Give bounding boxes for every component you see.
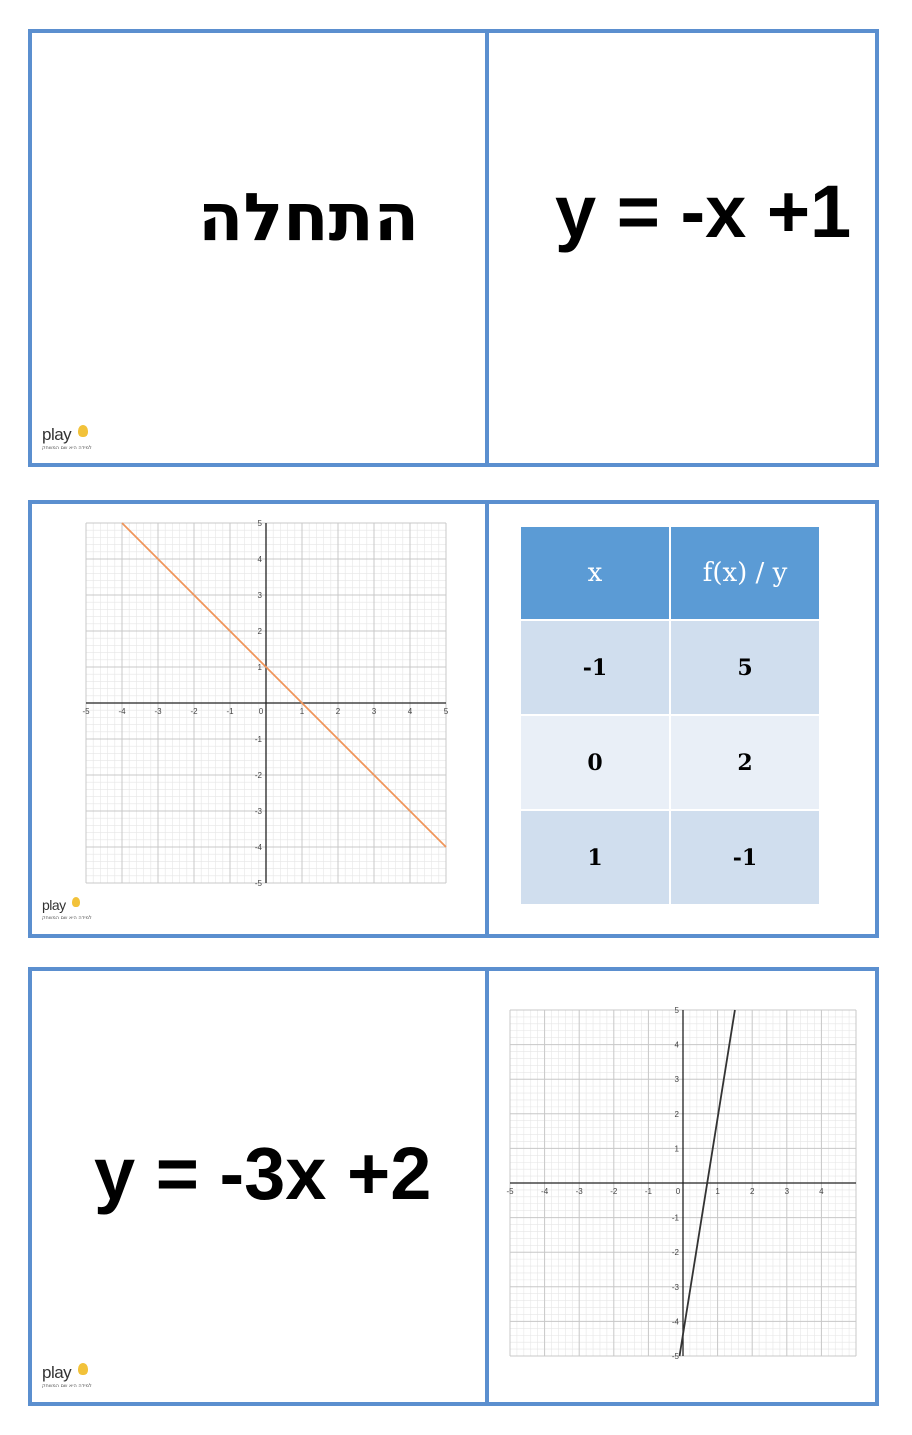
- cell-y: -1: [670, 810, 820, 905]
- y-tick-label: -3: [671, 1282, 679, 1292]
- logo: [42, 425, 92, 451]
- equation-1: y = -x +1: [555, 170, 852, 253]
- x-tick-label: 5: [443, 707, 449, 716]
- y-tick-label: 5: [257, 519, 262, 528]
- card-graph-2: [485, 967, 879, 1406]
- cell-x: 0: [520, 715, 670, 810]
- start-label: התחלה: [198, 179, 420, 256]
- x-tick-label: -5: [506, 1187, 514, 1196]
- logo-tagline: למידה היא שם המשחק: [42, 445, 92, 451]
- y-tick-label: -2: [254, 771, 262, 780]
- equation-2: y = -3x +2: [94, 1132, 432, 1215]
- card-table: [485, 500, 879, 938]
- cell-y: 5: [670, 620, 820, 715]
- x-tick-label: -1: [226, 707, 234, 716]
- y-tick-label: -2: [671, 1248, 679, 1258]
- card-graph-1: [28, 500, 489, 938]
- y-tick-label: -4: [671, 1317, 679, 1327]
- cell-y: 2: [670, 715, 820, 810]
- function-line: [122, 523, 446, 847]
- x-tick-label: -4: [118, 707, 126, 716]
- card-start: [28, 29, 489, 467]
- x-tick-label: -3: [154, 707, 162, 716]
- x-tick-label: 4: [819, 1187, 824, 1196]
- y-tick-label: -3: [254, 807, 262, 816]
- x-tick-label: -4: [541, 1187, 549, 1196]
- y-tick-label: -1: [254, 735, 262, 744]
- logo-word: play: [42, 897, 66, 913]
- x-tick-label: 4: [407, 707, 413, 716]
- y-tick-label: 2: [674, 1109, 679, 1119]
- x-tick-label: -1: [644, 1187, 652, 1196]
- logo-tagline: למידה היא שם המשחק: [42, 915, 92, 921]
- y-tick-label: 5: [674, 1006, 679, 1015]
- card-equation-2: [28, 967, 489, 1406]
- y-tick-label: -4: [254, 843, 262, 852]
- bulb-icon: [78, 1363, 88, 1375]
- card-equation-1: [485, 29, 879, 467]
- graph-line-1: [82, 519, 449, 888]
- bulb-icon: [78, 425, 88, 437]
- y-tick-label: 1: [674, 1144, 679, 1154]
- logo: [42, 1363, 92, 1389]
- x-tick-label: 0: [675, 1187, 681, 1196]
- logo-word: play: [42, 1363, 72, 1382]
- y-tick-label: -1: [671, 1213, 679, 1223]
- x-tick-label: -3: [575, 1187, 583, 1196]
- bulb-icon: [72, 897, 80, 907]
- x-tick-label: 3: [371, 707, 377, 716]
- x-tick-label: 0: [258, 707, 264, 716]
- logo-tagline: למידה היא שם המשחק: [42, 1383, 92, 1389]
- y-tick-label: 4: [257, 555, 262, 564]
- y-tick-label: 4: [674, 1040, 679, 1050]
- header-fx: f(x) / y: [670, 526, 820, 620]
- graph-line-2: [506, 1006, 856, 1361]
- logo: [42, 897, 92, 921]
- x-tick-label: -2: [610, 1187, 618, 1196]
- y-tick-label: -5: [254, 879, 262, 888]
- y-tick-label: 2: [257, 627, 262, 636]
- logo-word: play: [42, 425, 72, 444]
- x-tick-label: 2: [335, 707, 341, 716]
- x-tick-label: -5: [82, 707, 90, 716]
- y-tick-label: -5: [671, 1352, 679, 1361]
- function-table: [519, 525, 821, 906]
- cell-x: -1: [520, 620, 670, 715]
- x-tick-label: 1: [299, 707, 305, 716]
- header-x: x: [520, 526, 670, 620]
- y-tick-label: 1: [257, 663, 262, 672]
- x-tick-label: 2: [749, 1187, 755, 1196]
- y-tick-label: 3: [257, 591, 262, 600]
- x-tick-label: -2: [190, 707, 198, 716]
- y-tick-label: 3: [674, 1075, 679, 1085]
- cell-x: 1: [520, 810, 670, 905]
- x-tick-label: 3: [784, 1187, 790, 1196]
- x-tick-label: 1: [715, 1187, 720, 1196]
